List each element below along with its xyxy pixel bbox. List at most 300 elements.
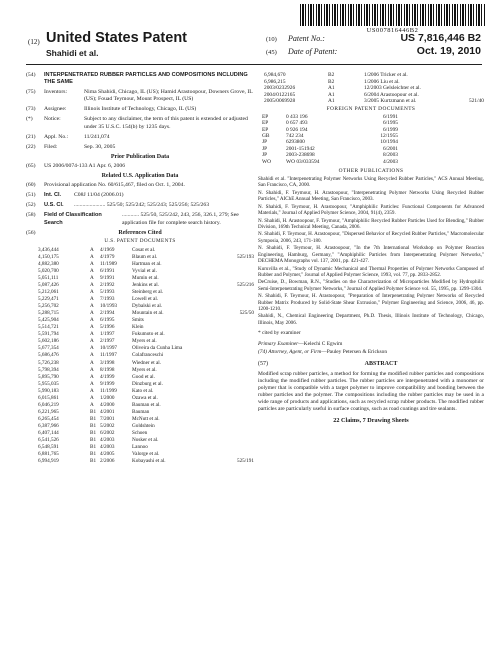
reference-inventor: Wiedner et al. xyxy=(132,359,162,366)
reference-kind: A xyxy=(90,401,94,408)
reference-class xyxy=(216,430,254,437)
reference-number: 5,677,354 xyxy=(38,345,59,352)
reference-date: 2/1994 xyxy=(100,310,115,317)
foreign-date: 6/1999 xyxy=(383,126,398,133)
field-value: INTERPENETRATED RUBBER PARTICLES AND COMPOSITIONS INCLUDING THE SAME xyxy=(44,72,248,86)
classification-code: (52) xyxy=(26,202,36,209)
reference-inventor: McNutt et al. xyxy=(132,415,160,422)
reference-class xyxy=(216,402,254,409)
reference-kind: A1 xyxy=(328,91,335,98)
reference-class xyxy=(216,303,254,310)
patent-number: US 7,816,446 B2 xyxy=(400,32,481,44)
reference-inventor: Dybalski et al. xyxy=(132,303,163,310)
reference-kind: A xyxy=(90,267,94,274)
reference-kind: A xyxy=(90,289,94,296)
abstract-code: (57) xyxy=(258,360,268,367)
reference-inventor: Goldshtein xyxy=(132,422,155,429)
reference-kind: A xyxy=(90,359,94,366)
reference-number: 6,265,454 xyxy=(38,415,59,422)
reference-date: 6/1991 xyxy=(100,267,115,274)
reference-kind: B1 xyxy=(90,444,97,451)
prior-pub-code: (65) xyxy=(26,162,36,169)
patent-number-label: Patent No.: xyxy=(288,34,325,43)
reference-number: 6,881,765 xyxy=(38,451,59,458)
abstract-title: ABSTRACT xyxy=(364,360,398,367)
reference-class xyxy=(216,451,254,458)
reference-date: 10/1997 xyxy=(100,345,118,352)
reference-number: 6,548,591 xyxy=(38,444,59,451)
reference-class xyxy=(216,324,254,331)
reference-number: 3,436,444 xyxy=(38,246,59,253)
reference-kind: A xyxy=(90,352,94,359)
reference-inventor: Schoen xyxy=(132,430,148,436)
foreign-date: 4/2003 xyxy=(383,158,398,165)
reference-row xyxy=(26,331,254,338)
field-label: Assignee: xyxy=(44,106,67,113)
prior-pub-title: Prior Publication Data xyxy=(110,153,170,160)
reference-class: 525/50 xyxy=(239,310,254,317)
reference-inventor: Myers et al. xyxy=(132,338,157,345)
bibliographic-fields xyxy=(26,72,254,151)
attorney: Pauley Petersen & Erickson xyxy=(326,348,388,355)
foreign-reference-row xyxy=(258,159,484,165)
publication-entry: N. Shahidi, F. Teymour, H. Arastoopour, "Amphiphilic Particles: Functional Components for Advanced Materials," Journal of Applied Polymer Science, 2004, 91(4), 2359. xyxy=(258,203,484,216)
reference-row xyxy=(26,268,254,275)
reference-row xyxy=(26,423,254,430)
reference-inventor: Jenkins et al. xyxy=(132,282,159,289)
reference-date: 2/2006 xyxy=(100,458,115,465)
foreign-country: JP xyxy=(262,139,268,146)
field-value: 11/241,074 xyxy=(84,133,110,140)
prior-pub-value: US 2006/0074-133 A1 Apr. 6, 2006 xyxy=(44,162,126,169)
publication-entry: Shahidi, N., Chemical Engineering Department, Ph.D. Thesis, Illinois Institute of Technology, Chicago, Illinois, May 2006. xyxy=(258,313,484,326)
foreign-country: JP xyxy=(262,152,268,159)
reference-date: 9/1991 xyxy=(100,274,115,281)
reference-class: 525/191 xyxy=(236,458,254,465)
foreign-date: 6/1991 xyxy=(383,113,398,120)
reference-detail: 1/2006 Liu et al. xyxy=(364,78,400,85)
reference-inventor: Bauman et al. xyxy=(132,401,161,408)
reference-date: 11/1997 xyxy=(100,352,117,359)
reference-kind: A xyxy=(90,282,94,289)
reference-row xyxy=(26,451,254,458)
reference-class xyxy=(216,395,254,402)
foreign-number: WO 03/033594 xyxy=(286,158,320,165)
field-code: (75) xyxy=(26,89,36,96)
reference-row xyxy=(26,395,254,402)
reference-date: 11/1989 xyxy=(100,260,117,267)
abstract-text: Modified scrap rubber particles, a method for forming the modified rubber particles and compositions including the modified rubber particles. The rubber particles are interpenetrated with a monomer or polymer that is compatible with a target polymer to improve compatibility and bonding between the rubber particles and the polymer. The compositions including the rubber particles may be used in a wide range of products and applications, such as recycled scrap rubber products. The modified rubber particles are particularly useful in surface coatings, such as road coatings and tire sealants. xyxy=(258,370,484,413)
reference-kind: A xyxy=(90,338,94,345)
classification-label: U.S. Cl. xyxy=(44,202,64,209)
reference-kind: B1 xyxy=(90,430,97,436)
reference-inventor: Nosker et al. xyxy=(132,437,159,444)
reference-date: 4/1969 xyxy=(100,246,115,253)
field-label: Filed: xyxy=(44,143,58,150)
reference-class: 525/216 xyxy=(236,282,254,289)
foreign-number: 0 433 196 xyxy=(286,113,308,120)
publication-entry: Kuruvilla et al., "Study of Dynamic Mechanical and Thermal Properties of Polymer Networks Composed of Rubber and Polymer," Journal of Applied Polymer Science, 1993, vol. 77, pp. 2833-2852. xyxy=(258,265,484,278)
attorney-label: (74) Attorney, Agent, or Firm xyxy=(258,348,322,355)
foreign-country: WO xyxy=(262,158,271,165)
reference-number: 4,882,380 xyxy=(38,260,59,267)
reference-date: 10/1993 xyxy=(100,303,118,310)
reference-row xyxy=(26,381,254,388)
reference-number: 6,015,861 xyxy=(38,394,59,401)
reference-class xyxy=(216,423,254,430)
reference-date: 4/2001 xyxy=(100,408,115,415)
reference-row xyxy=(258,98,484,105)
reference-class xyxy=(216,437,254,444)
reference-inventor: Oliveira da Cunha Lima xyxy=(132,345,183,352)
left-column xyxy=(26,72,254,465)
barcode-number: US007816446B2 xyxy=(366,27,419,34)
cited-note: * cited by examiner xyxy=(258,330,301,337)
reference-number: 2004/0122165 xyxy=(264,91,296,98)
reference-row xyxy=(26,345,254,352)
foreign-date: 12/1955 xyxy=(380,133,398,140)
publication-entry: N. Shahidi, H. Arastoopour, F. Teymour, "Amphiphilic Recycled Rubber Particles Used for Blending," Rubber Division, 169th Technical Meeting, Canada, 2006. xyxy=(258,217,484,230)
references-title: References Cited xyxy=(118,229,162,236)
reference-row xyxy=(26,416,254,423)
field-label: Notice: xyxy=(44,116,61,123)
reference-number: 5,087,426 xyxy=(38,282,59,289)
reference-number: 5,990,183 xyxy=(38,387,59,394)
reference-date: 7/1993 xyxy=(100,296,115,303)
reference-kind: A1 xyxy=(328,98,335,105)
reference-row xyxy=(26,430,254,437)
reference-inventor: Good et al. xyxy=(132,373,155,380)
reference-kind: A xyxy=(90,303,94,310)
field-label: Appl. No.: xyxy=(44,133,69,140)
biblio-field xyxy=(26,134,254,141)
classification-field xyxy=(26,212,254,226)
reference-class xyxy=(216,388,254,395)
kind-code: (12) xyxy=(28,38,40,46)
reference-date: 6/2002 xyxy=(100,430,115,436)
reference-row xyxy=(26,296,254,303)
reference-row xyxy=(258,92,484,99)
inventor-heading: Shahidi et al. xyxy=(46,48,99,58)
classification-field xyxy=(26,192,254,199)
reference-date: 2/1997 xyxy=(100,338,115,345)
classification-value: ............ 525/50, 525/242, 243, 256, 326.1, 279; See application file for complete search history. xyxy=(122,212,239,226)
foreign-reference-list xyxy=(258,114,484,165)
publication-entry: Shahidi et al. "Interpenetrating Polymer Networks Using Recycled Rubber Particles," ACS Annual Meeting, San Francisco, CA, 2000. xyxy=(258,175,484,189)
reference-detail: 1/2006 Tricker et al. xyxy=(364,72,408,78)
reference-kind: A xyxy=(90,246,94,253)
reference-number: 5,514,721 xyxy=(38,324,59,331)
patent-heading: United States Patent xyxy=(46,30,187,46)
publication-entry: N. Shahidi, F. Teymour, H. Arastoopour, "Interpenetrating Polymer Networks Using Recycled Rubber Particles," AIChE Annual Meeting, San Francisco, 2003. xyxy=(258,189,484,203)
reference-kind: A xyxy=(90,331,94,338)
reference-number: 6,541,526 xyxy=(38,437,59,444)
reference-number: 5,726,238 xyxy=(38,359,59,366)
reference-date: 4/2003 xyxy=(100,437,115,444)
reference-number: 2005/0069928 xyxy=(264,98,296,105)
reference-inventor: Cosat et al. xyxy=(132,246,156,253)
reference-inventor: Mumin et al. xyxy=(132,274,159,281)
reference-class xyxy=(216,409,254,416)
field-code: (54) xyxy=(26,72,36,78)
primary-examiner: Kelechi C Egwim xyxy=(303,341,343,348)
publication-entry: N. Shahidi, F. Teymour, H. Arastoopour, "Preparation of Interpenetrating Polymer Networks of Recycled Rubber Matrix Produced by Solid-State Shear Extrusion," Polymer Engineering and Science, 2006, 46, pp. 1200-1210. xyxy=(258,293,484,312)
reference-date: 2/1992 xyxy=(100,282,115,289)
reference-class xyxy=(216,345,254,352)
reference-inventor: Valorge et al. xyxy=(132,451,160,458)
reference-inventor: Smits xyxy=(132,317,144,324)
other-publications-list xyxy=(258,176,484,326)
reference-row xyxy=(26,261,254,268)
reference-date: 1/1997 xyxy=(100,331,115,338)
reference-kind: A xyxy=(90,260,94,267)
reference-inventor: Myers et al. xyxy=(132,366,157,373)
reference-number: 6,984,670 xyxy=(264,72,286,78)
reference-kind: A xyxy=(90,380,94,387)
related-value: Provisional application No. 60/615,467, filed on Oct. 1, 2004. xyxy=(44,182,185,189)
biblio-field xyxy=(26,89,254,103)
reference-row xyxy=(258,85,484,92)
reference-date: 1/2000 xyxy=(100,394,115,401)
reference-class xyxy=(216,367,254,374)
reference-inventor: Vyvial et al. xyxy=(132,267,157,274)
reference-class xyxy=(216,374,254,381)
reference-kind: A xyxy=(90,373,94,380)
reference-row xyxy=(26,374,254,381)
publication-entry: DeCruise, D., Bowman, R.N., "Studies on the Characterization of Microparticles Modified by Hydrophilic Semi-Interpenetrating Polymer Networks," Journal of Applied Polymer Science vol. 55, 1995, pp. 1299-1304. xyxy=(258,279,484,292)
primary-examiner-line: Primary Examiner—Kelechi C Egwim xyxy=(258,341,343,348)
reference-class xyxy=(454,79,484,86)
biblio-field xyxy=(26,144,254,151)
reference-date: 4/2005 xyxy=(100,451,115,458)
reference-class xyxy=(454,85,484,92)
reference-number: 5,955,035 xyxy=(38,380,59,387)
reference-number: 5,425,904 xyxy=(38,317,59,324)
field-code: (21) xyxy=(26,133,36,140)
reference-row xyxy=(26,317,254,324)
reference-row xyxy=(26,360,254,367)
reference-row xyxy=(26,437,254,444)
references-field xyxy=(26,230,254,237)
reference-number: 5,020,700 xyxy=(38,267,59,274)
patent-date-code: (45) xyxy=(266,49,277,56)
reference-kind: B1 xyxy=(90,415,97,422)
reference-class xyxy=(216,268,254,275)
reference-detail: 12/2003 Gelsleichter et al. xyxy=(364,85,421,92)
reference-row xyxy=(26,444,254,451)
reference-number: 5,895,790 xyxy=(38,373,59,380)
reference-row xyxy=(26,388,254,395)
reference-inventor: Fukumoto et al. xyxy=(132,331,165,338)
reference-number: 5,288,715 xyxy=(38,310,59,317)
reference-kind: A xyxy=(90,253,94,260)
foreign-country: GB xyxy=(262,133,270,140)
reference-row xyxy=(258,72,484,79)
reference-class xyxy=(216,247,254,254)
reference-kind: A xyxy=(90,310,94,317)
reference-number: 5,212,061 xyxy=(38,289,59,296)
reference-number: 5,591,794 xyxy=(38,331,59,338)
foreign-date: 6/1995 xyxy=(383,120,398,127)
reference-row xyxy=(26,254,254,261)
attorney-line: (74) Attorney, Agent, or Firm—Pauley Petersen & Erickson xyxy=(258,348,388,355)
reference-number: 5,798,394 xyxy=(38,366,59,373)
reference-number: 6,407,144 xyxy=(38,430,59,436)
reference-date: 11/1999 xyxy=(100,387,117,394)
reference-number: 6,046,219 xyxy=(38,401,59,408)
biblio-field xyxy=(26,106,254,113)
reference-kind: A xyxy=(90,366,94,373)
classification-label: Int. Cl. xyxy=(44,192,62,199)
reference-class xyxy=(216,444,254,451)
foreign-docs-heading: FOREIGN PATENT DOCUMENTS xyxy=(326,105,416,112)
biblio-field xyxy=(26,72,254,86)
reference-date: 4/2000 xyxy=(100,401,115,408)
reference-detail: 6/2004 Arastoopour et al. xyxy=(364,91,419,98)
classification-value: C08J 11/04 (2006.01) xyxy=(74,192,124,199)
foreign-number: 742 234 xyxy=(286,133,304,140)
prior-pub-field xyxy=(26,163,254,170)
classification-value: ...................... 525/50; 525/242; 525/243; 525/256; 525/263 xyxy=(74,202,210,209)
us-patent-docs-heading: U.S. PATENT DOCUMENTS xyxy=(104,237,176,244)
reference-inventor: Lowell et al. xyxy=(132,296,159,303)
foreign-number: 2001-151942 xyxy=(286,145,315,152)
reference-inventor: Mountain et al. xyxy=(132,310,164,317)
foreign-number: 0 657 493 xyxy=(286,120,308,127)
field-code: (*) xyxy=(26,116,33,123)
reference-inventor: Lannoo xyxy=(132,444,148,451)
reference-detail: 3/2005 Kurtzmann et al. xyxy=(364,98,417,105)
foreign-number: 6293800 xyxy=(286,139,305,146)
barcode xyxy=(300,4,485,26)
field-value: Nima Shahidi, Chicago, IL (US); Hamid Arastoopour, Downers Grove, IL (US); Fouad Teymour, Mount Prospect, IL (US) xyxy=(84,89,253,103)
reference-date: 5/1993 xyxy=(100,289,115,296)
foreign-date: 8/2003 xyxy=(383,152,398,159)
reference-kind: A xyxy=(90,296,94,303)
reference-number: 5,602,186 xyxy=(38,338,59,345)
related-code: (60) xyxy=(26,182,36,189)
header-divider xyxy=(26,64,482,65)
reference-row xyxy=(26,367,254,374)
reference-number: 6,986,215 xyxy=(264,78,286,85)
classification-code: (51) xyxy=(26,192,36,199)
patent-number-code: (10) xyxy=(266,36,277,43)
publication-entry: N. Shahidi, F. Teymour, H. Arastoopour, "In the 7th International Workshop on Polymer Reaction Engineering, Hamburg, Germany," "Amphiphilic Particles from Interpenetrating Polymer Networks," DECHEMA Monographs vol. 137, 2001, pp. 421-427. xyxy=(258,245,484,264)
reference-kind: A xyxy=(90,345,94,352)
foreign-country: EP xyxy=(262,126,269,133)
reference-row xyxy=(26,409,254,416)
reference-class xyxy=(216,289,254,296)
reference-inventor: Steinberg et al. xyxy=(132,289,164,296)
reference-number: 5,686,476 xyxy=(38,352,59,359)
reference-kind: B2 xyxy=(328,78,335,85)
reference-class xyxy=(216,275,254,282)
reference-date: 4/1979 xyxy=(100,253,115,260)
reference-number: 5,256,702 xyxy=(38,303,59,310)
reference-number: 5,229,471 xyxy=(38,296,59,303)
reference-date: 7/2001 xyxy=(100,415,115,422)
reference-row xyxy=(26,289,254,296)
reference-number: 5,051,111 xyxy=(38,274,59,281)
reference-inventor: Bauman xyxy=(132,408,150,415)
patent-date-row xyxy=(266,45,481,58)
reference-kind: A xyxy=(90,274,94,281)
reference-kind: A xyxy=(90,387,94,394)
reference-row xyxy=(26,275,254,282)
references-code: (56) xyxy=(26,229,36,236)
field-value: Illinois Institute of Technology, Chicago, IL (US) xyxy=(84,106,197,113)
reference-kind: B1 xyxy=(90,437,97,444)
reference-class xyxy=(216,296,254,303)
field-code: (22) xyxy=(26,143,36,150)
reference-date: 5/1996 xyxy=(100,324,115,331)
reference-date: 9/1999 xyxy=(100,380,115,387)
reference-number: 6,221,965 xyxy=(38,408,59,415)
reference-kind: B1 xyxy=(90,408,97,415)
reference-date: 3/1998 xyxy=(100,359,115,366)
foreign-date: 6/2001 xyxy=(383,145,398,152)
patent-meta xyxy=(266,32,481,58)
foreign-number: 0 926 194 xyxy=(286,126,308,133)
reference-class xyxy=(216,317,254,324)
abstract-heading xyxy=(258,361,484,368)
reference-kind: B1 xyxy=(90,422,97,429)
reference-row xyxy=(258,79,484,86)
related-field xyxy=(26,182,254,189)
reference-inventor: Hartman et al. xyxy=(132,260,162,267)
reference-row xyxy=(26,352,254,359)
reference-class xyxy=(454,72,484,79)
publication-entry: N. Shahidi, F. Teymour, H. Arastoopour, "Dispersed Behavior of Recycled Rubber Particles," Macromolecular Symposia, 2006, 243, 171-180. xyxy=(258,231,484,244)
field-value: Sep. 30, 2005 xyxy=(84,143,116,150)
classification-field xyxy=(26,202,254,209)
foreign-country: EP xyxy=(262,120,269,127)
reference-row xyxy=(26,458,254,465)
reference-number: 6,387,966 xyxy=(38,422,59,429)
reference-class: 525/193 xyxy=(236,253,254,260)
patent-number-row xyxy=(266,32,481,45)
reference-row xyxy=(26,338,254,345)
reference-number: 6,994,919 xyxy=(38,458,59,465)
reference-number: 4,150,175 xyxy=(38,253,59,260)
reference-date: 8/1998 xyxy=(100,366,115,373)
foreign-number: 2003-238698 xyxy=(286,152,315,159)
reference-date: 4/2003 xyxy=(100,444,115,451)
foreign-country: JP xyxy=(262,145,268,152)
reference-class xyxy=(216,338,254,345)
foreign-date: 10/1994 xyxy=(380,139,398,146)
classification-fields xyxy=(26,192,254,226)
reference-row xyxy=(26,247,254,254)
reference-class xyxy=(454,92,484,99)
reference-row xyxy=(26,324,254,331)
reference-inventor: Blaum et al. xyxy=(132,253,158,260)
reference-kind: A1 xyxy=(328,85,335,92)
reference-class: 521/40 xyxy=(469,98,484,105)
claims-line: 22 Claims, 7 Drawing Sheets xyxy=(333,417,409,425)
reference-kind: B1 xyxy=(90,451,97,458)
reference-inventor: Kobayashi et al. xyxy=(132,458,166,465)
right-column xyxy=(258,72,484,425)
reference-class xyxy=(216,331,254,338)
reference-class xyxy=(216,261,254,268)
us-reference-continuation xyxy=(258,72,484,105)
reference-row xyxy=(26,402,254,409)
patent-date-label: Date of Patent: xyxy=(288,47,338,56)
classification-label: Field of Classification Search xyxy=(44,212,102,226)
other-pubs-heading: OTHER PUBLICATIONS xyxy=(338,168,404,174)
related-title: Related U.S. Application Data xyxy=(101,173,179,180)
